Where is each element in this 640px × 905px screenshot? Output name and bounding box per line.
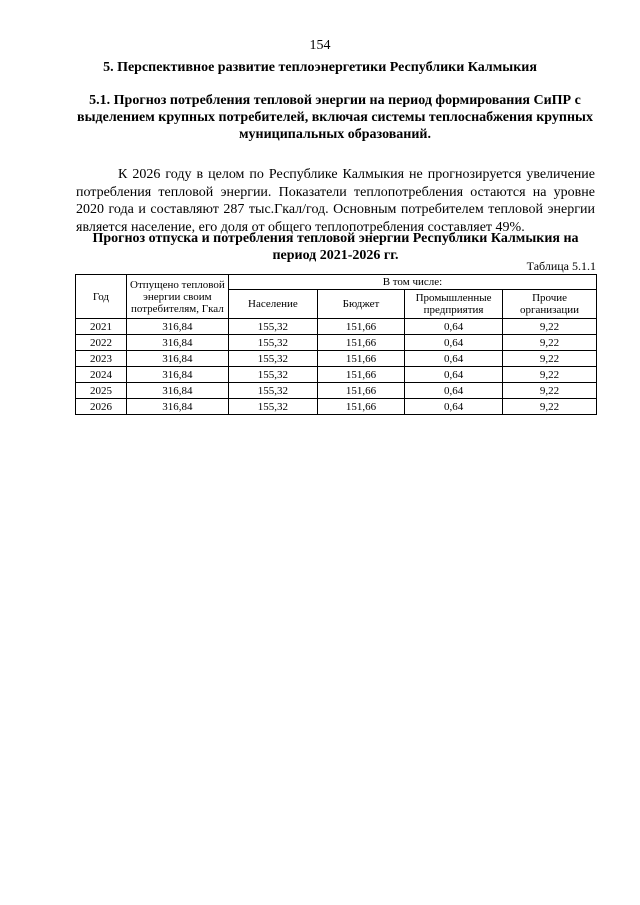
cell-year: 2024 <box>76 367 127 383</box>
cell-population: 155,32 <box>228 351 317 367</box>
table-row <box>76 383 597 399</box>
cell-supplied: 316,84 <box>126 367 228 383</box>
cell-supplied: 316,84 <box>126 319 228 335</box>
cell-population: 155,32 <box>228 319 317 335</box>
cell-other: 9,22 <box>503 399 597 415</box>
cell-year: 2022 <box>76 335 127 351</box>
cell-year: 2025 <box>76 383 127 399</box>
section-title: 5. Перспективное развитие теплоэнергетики Республики Калмыкия <box>103 60 537 75</box>
cell-supplied: 316,84 <box>126 351 228 367</box>
table-row <box>76 367 597 383</box>
cell-supplied: 316,84 <box>126 383 228 399</box>
cell-budget: 151,66 <box>317 351 404 367</box>
cell-supplied: 316,84 <box>126 399 228 415</box>
cell-other: 9,22 <box>503 367 597 383</box>
header-row-top <box>76 275 597 290</box>
table-row <box>76 335 597 351</box>
header-including: В том числе: <box>228 275 596 290</box>
cell-budget: 151,66 <box>317 367 404 383</box>
table-row <box>76 351 597 367</box>
cell-industry: 0,64 <box>405 367 503 383</box>
table-label: Таблица 5.1.1 <box>526 259 596 273</box>
table-title: Прогноз отпуска и потребления тепловой энергии Республики Калмыкия на период 2021-2026 гг. <box>92 231 579 263</box>
body-paragraph: К 2026 году в целом по Республике Калмыкия не прогнозируется увеличение потребления тепловой энергии. Показатели теплопотребления остаются на уровне 2020 года и составляют 287 тыс.Гкал/год. Основным потребителем тепловой энергии является население, его доля от общего теплопотребления составляет 49%. <box>76 167 595 235</box>
table-body <box>76 319 597 415</box>
cell-other: 9,22 <box>503 335 597 351</box>
cell-industry: 0,64 <box>405 319 503 335</box>
header-industry: Промышленные предприятия <box>405 290 503 319</box>
header-supplied: Отпущено тепловой энергии своим потребителям, Гкал <box>126 275 228 319</box>
header-budget: Бюджет <box>317 290 404 319</box>
cell-budget: 151,66 <box>317 383 404 399</box>
cell-year: 2021 <box>76 319 127 335</box>
header-population: Население <box>228 290 317 319</box>
heat-forecast-table <box>75 274 597 415</box>
cell-budget: 151,66 <box>317 399 404 415</box>
cell-other: 9,22 <box>503 383 597 399</box>
cell-industry: 0,64 <box>405 351 503 367</box>
page-number: 154 <box>309 38 331 53</box>
table-header <box>76 275 597 319</box>
cell-budget: 151,66 <box>317 335 404 351</box>
table-row <box>76 399 597 415</box>
cell-supplied: 316,84 <box>126 335 228 351</box>
header-other: Прочие организации <box>503 290 597 319</box>
cell-other: 9,22 <box>503 319 597 335</box>
cell-population: 155,32 <box>228 335 317 351</box>
cell-industry: 0,64 <box>405 399 503 415</box>
header-year: Год <box>76 275 127 319</box>
cell-year: 2023 <box>76 351 127 367</box>
cell-population: 155,32 <box>228 399 317 415</box>
cell-industry: 0,64 <box>405 335 503 351</box>
table-row <box>76 319 597 335</box>
cell-industry: 0,64 <box>405 383 503 399</box>
cell-other: 9,22 <box>503 351 597 367</box>
cell-population: 155,32 <box>228 367 317 383</box>
subsection-title: 5.1. Прогноз потребления тепловой энергии на период формирования СиПР с выделением крупных потребителей, включая системы теплоснабжения крупных муниципальных образований. <box>77 93 593 142</box>
cell-budget: 151,66 <box>317 319 404 335</box>
cell-year: 2026 <box>76 399 127 415</box>
cell-population: 155,32 <box>228 383 317 399</box>
